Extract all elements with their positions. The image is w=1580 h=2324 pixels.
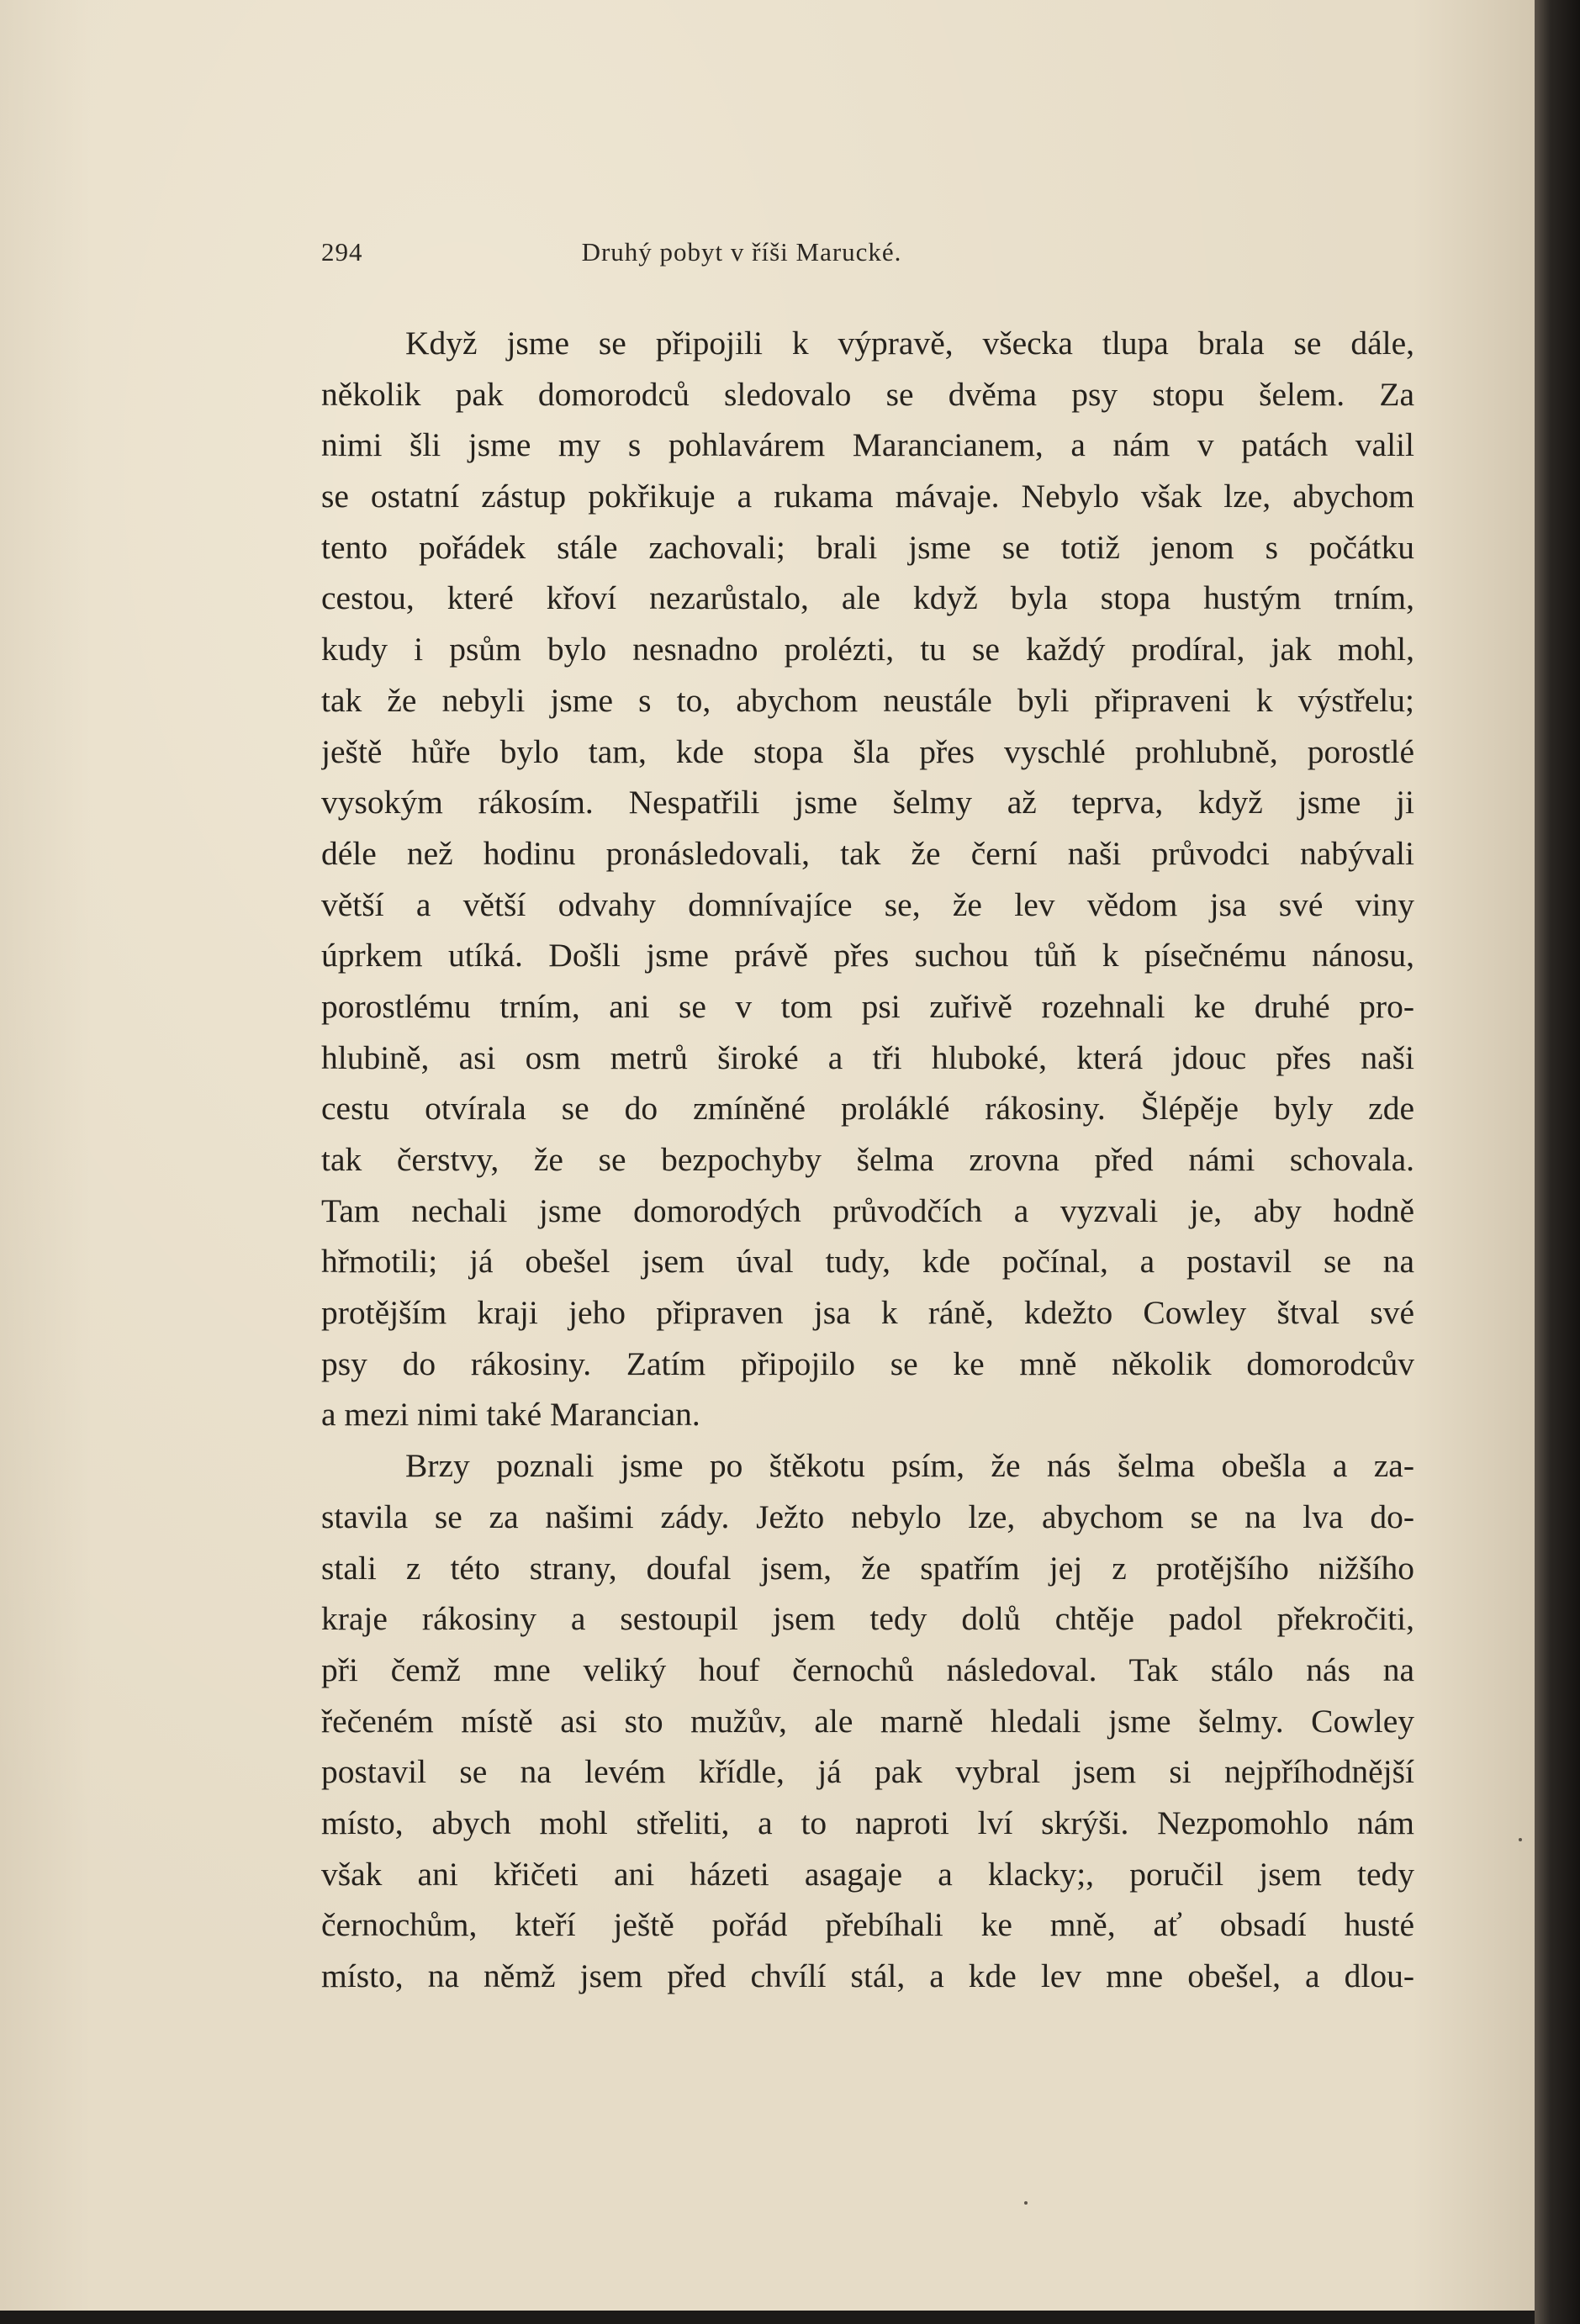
text-line: cestu otvírala se do zmíněné proláklé rákosiny. Šlépěje byly zde xyxy=(321,1090,1414,1128)
text-line: při čemž mne veliký houf černochů následoval. Tak stálo nás na xyxy=(321,1651,1414,1688)
page-number: 294 xyxy=(321,237,363,267)
text-line: protějším kraji jeho připraven jsa k ráně, kdežto Cowley štval své xyxy=(321,1294,1414,1332)
book-spine-edge xyxy=(1535,0,1580,2324)
text-line: kudy i psům bylo nesnadno prolézti, tu se každý prodíral, jak mohl, xyxy=(321,631,1414,668)
text-line: postavil se na levém křídle, já pak vybral jsem si nejpříhodnější xyxy=(321,1753,1414,1791)
paper-speck xyxy=(1519,1838,1522,1841)
text-line: stali z této strany, doufal jsem, že spatřím jej z protějšího nižšího xyxy=(321,1549,1414,1587)
text-line: Brzy poznali jsme po štěkotu psím, že nás šelma obešla a za- xyxy=(405,1447,1414,1485)
text-line: úprkem utíká. Došli jsme právě přes suchou tůň k písečnému nánosu, xyxy=(321,937,1414,974)
text-line: porostlému trním, ani se v tom psi zuřivě rozehnali ke druhé pro- xyxy=(321,987,1414,1025)
text-line: stavila se za našimi zády. Ježto nebylo lze, abychom se na lva do- xyxy=(321,1497,1414,1535)
text-line: cestou, které křoví nezarůstalo, ale když byla stopa hustým trním, xyxy=(321,579,1414,617)
text-line: místo, na němž jsem před chvílí stál, a kde lev mne obešel, a dlou- xyxy=(321,1957,1414,1994)
text-line: Když jsme se připojili k výpravě, všecka tlupa brala se dále, xyxy=(405,325,1414,362)
text-line: větší a větší odvahy domnívajíce se, že lev vědom jsa své viny xyxy=(321,885,1414,923)
text-line: však ani křičeti ani házeti asagaje a klacky;, poručil jsem tedy xyxy=(321,1855,1414,1893)
text-line: několik pak domorodců sledovalo se dvěma psy stopu šelem. Za xyxy=(321,375,1414,413)
text-line: tak čerstvy, že se bezpochyby šelma zrovna před námi schovala. xyxy=(321,1141,1414,1178)
body-text xyxy=(321,318,1414,2002)
text-line: místo, abych mohl střeliti, a to naproti lví skrýši. Nezpomohlo nám xyxy=(321,1804,1414,1841)
text-line: tento pořádek stále zachovali; brali jsme se totiž jenom s počátku xyxy=(321,528,1414,566)
paper-speck xyxy=(1024,2201,1028,2205)
text-line: Tam nechali jsme domorodých průvodčích a vyzvali je, aby hodně xyxy=(321,1191,1414,1229)
text-line: řečeném místě asi sto mužův, ale marně hledali jsme šelmy. Cowley xyxy=(321,1702,1414,1740)
text-line: déle než hodinu pronásledovali, tak že černí naši průvodci nabývali xyxy=(321,834,1414,872)
text-line: ještě hůře bylo tam, kde stopa šla přes vyschlé prohlubně, porostlé xyxy=(321,732,1414,770)
text-line: psy do rákosiny. Zatím připojilo se ke mně několik domorodcův xyxy=(321,1344,1414,1382)
running-head xyxy=(321,237,1061,271)
text-line: hlubině, asi osm metrů široké a tři hluboké, která jdouc přes naši xyxy=(321,1038,1414,1076)
running-title: Druhý pobyt v říši Marucké. xyxy=(581,237,902,267)
text-line: tak že nebyli jsme s to, abychom neustále byli připraveni k výstřelu; xyxy=(321,681,1414,719)
paragraph-1 xyxy=(321,318,1414,1440)
text-line: hřmotili; já obešel jsem úval tudy, kde počínal, a postavil se na xyxy=(321,1243,1414,1281)
text-line: a mezi nimi také Marancian. xyxy=(321,1396,700,1434)
text-line: kraje rákosiny a sestoupil jsem tedy dolů chtěje padol překročiti, xyxy=(321,1600,1414,1638)
text-line: černochům, kteří ještě pořád přebíhali ke mně, ať obsadí husté xyxy=(321,1906,1414,1944)
text-line: nimi šli jsme my s pohlavárem Marancianem, a nám v patách valil xyxy=(321,426,1414,464)
paragraph-2 xyxy=(321,1440,1414,2002)
text-line: vysokým rákosím. Nespatřili jsme šelmy až teprva, když jsme ji xyxy=(321,784,1414,821)
text-line: se ostatní zástup pokřikuje a rukama mávaje. Nebylo však lze, abychom xyxy=(321,478,1414,515)
